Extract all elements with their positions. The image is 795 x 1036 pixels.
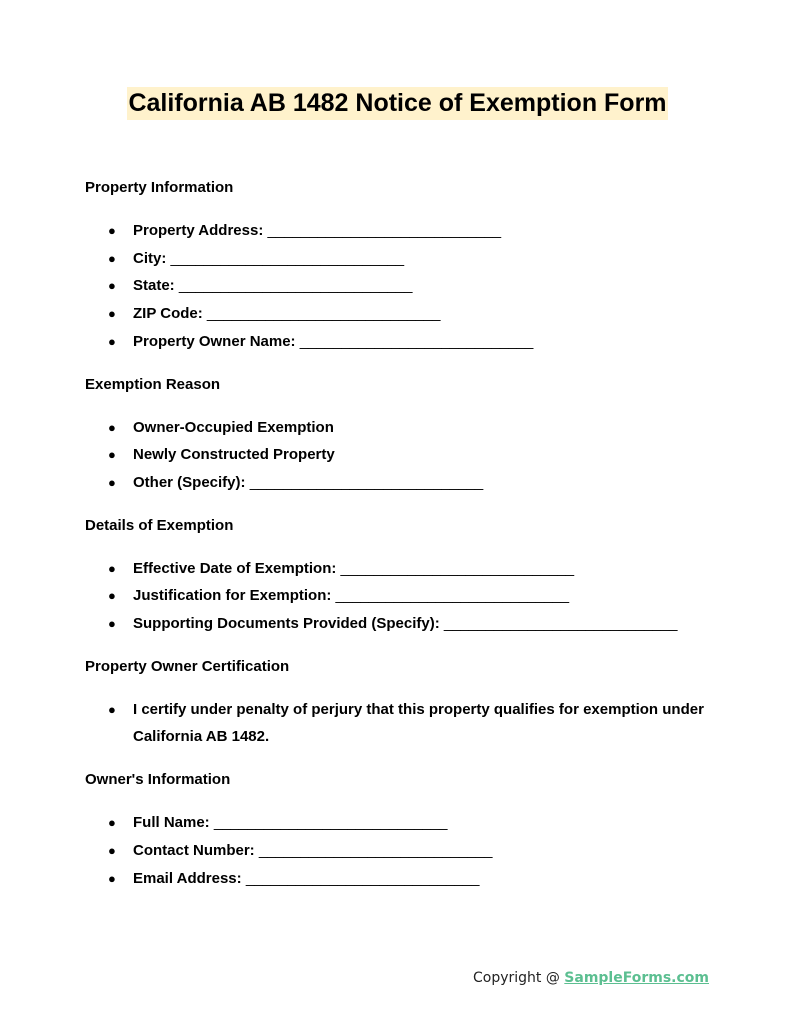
bullet-icon: ●: [108, 333, 116, 349]
field-label: ZIP Code:: [133, 305, 203, 323]
other-specify-field[interactable]: ____________________________: [249, 473, 484, 491]
list-item: [85, 469, 715, 497]
field-label: Property Owner Name:: [133, 332, 296, 350]
bullet-icon: ●: [108, 419, 116, 435]
section-heading: Property Information: [85, 179, 234, 196]
option-label: Owner-Occupied Exemption: [133, 418, 334, 436]
list-item: [85, 555, 715, 583]
effective-date-field[interactable]: ____________________________: [340, 559, 575, 577]
zip-code-field[interactable]: ____________________________: [206, 305, 441, 323]
list-item: [85, 696, 715, 751]
list-item: [85, 582, 715, 610]
list-item: [85, 245, 715, 273]
bullet-icon: ●: [108, 588, 116, 604]
field-label: Property Address:: [133, 222, 264, 239]
page-title: California AB 1482 Notice of Exemption Form: [127, 87, 667, 120]
field-list: [85, 555, 715, 638]
bullet-icon: ●: [108, 250, 116, 266]
bullet-icon: ●: [108, 474, 116, 490]
bullet-icon: ●: [108, 701, 116, 717]
supporting-documents-field[interactable]: ____________________________: [443, 615, 678, 633]
bullet-icon: ●: [108, 306, 116, 322]
list-item: [85, 217, 715, 245]
list-item: [85, 865, 715, 893]
section-heading: Details of Exemption: [85, 516, 234, 534]
field-label: Supporting Documents Provided (Specify):: [133, 615, 440, 633]
bullet-icon: ●: [108, 842, 116, 858]
form-content: [85, 174, 715, 916]
property-owner-name-field[interactable]: ____________________________: [299, 332, 534, 350]
list-item: [85, 610, 715, 638]
contact-number-field[interactable]: ____________________________: [258, 841, 493, 859]
title-container: [0, 87, 795, 120]
list-item: [85, 328, 715, 356]
list-item[interactable]: [85, 414, 715, 442]
section-details-of-exemption: [85, 512, 715, 638]
field-label: State:: [133, 277, 175, 295]
bullet-icon: ●: [108, 278, 116, 294]
list-item: [85, 272, 715, 300]
option-list: [85, 414, 715, 497]
bullet-icon: ●: [108, 870, 116, 886]
bullet-icon: ●: [108, 616, 116, 632]
field-label: Full Name:: [133, 814, 210, 832]
copyright-text: Copyright @: [472, 970, 565, 986]
bullet-icon: ●: [108, 815, 116, 831]
field-label: Email Address:: [133, 869, 242, 887]
field-label: Justification for Exemption:: [133, 587, 332, 605]
field-list: [85, 217, 715, 356]
section-owner-certification: [85, 653, 715, 751]
copyright-footer: [473, 968, 709, 988]
list-item[interactable]: [85, 441, 715, 469]
email-address-field[interactable]: ____________________________: [245, 869, 480, 887]
section-heading: Owner's Information: [85, 771, 231, 789]
list-item: [85, 300, 715, 328]
statement-list: [85, 696, 715, 751]
state-field[interactable]: ____________________________: [178, 277, 413, 295]
bullet-icon: ●: [108, 223, 116, 238]
full-name-field[interactable]: ____________________________: [213, 814, 448, 832]
section-property-information: [85, 174, 715, 356]
bullet-icon: ●: [108, 560, 116, 576]
section-heading: Property Owner Certification: [85, 657, 290, 675]
section-exemption-reason: [85, 371, 715, 497]
field-list: [85, 809, 715, 892]
certification-statement: I certify under penalty of perjury that this property qualifies for exemption under California AB 1482.: [133, 700, 704, 746]
option-label: Newly Constructed Property: [133, 446, 335, 464]
section-owners-information: [85, 766, 715, 892]
field-label: Effective Date of Exemption:: [133, 559, 337, 577]
section-heading: Exemption Reason: [85, 375, 221, 393]
bullet-icon: ●: [108, 447, 116, 463]
list-item: [85, 809, 715, 837]
field-label: Contact Number:: [133, 841, 255, 859]
property-address-field[interactable]: ____________________________: [267, 222, 502, 239]
field-label: City:: [133, 249, 167, 267]
brand-link[interactable]: SampleForms.com: [564, 970, 709, 986]
justification-field[interactable]: ____________________________: [335, 587, 570, 605]
city-field[interactable]: ____________________________: [170, 249, 405, 267]
field-label: Other (Specify):: [133, 473, 246, 491]
list-item: [85, 837, 715, 865]
